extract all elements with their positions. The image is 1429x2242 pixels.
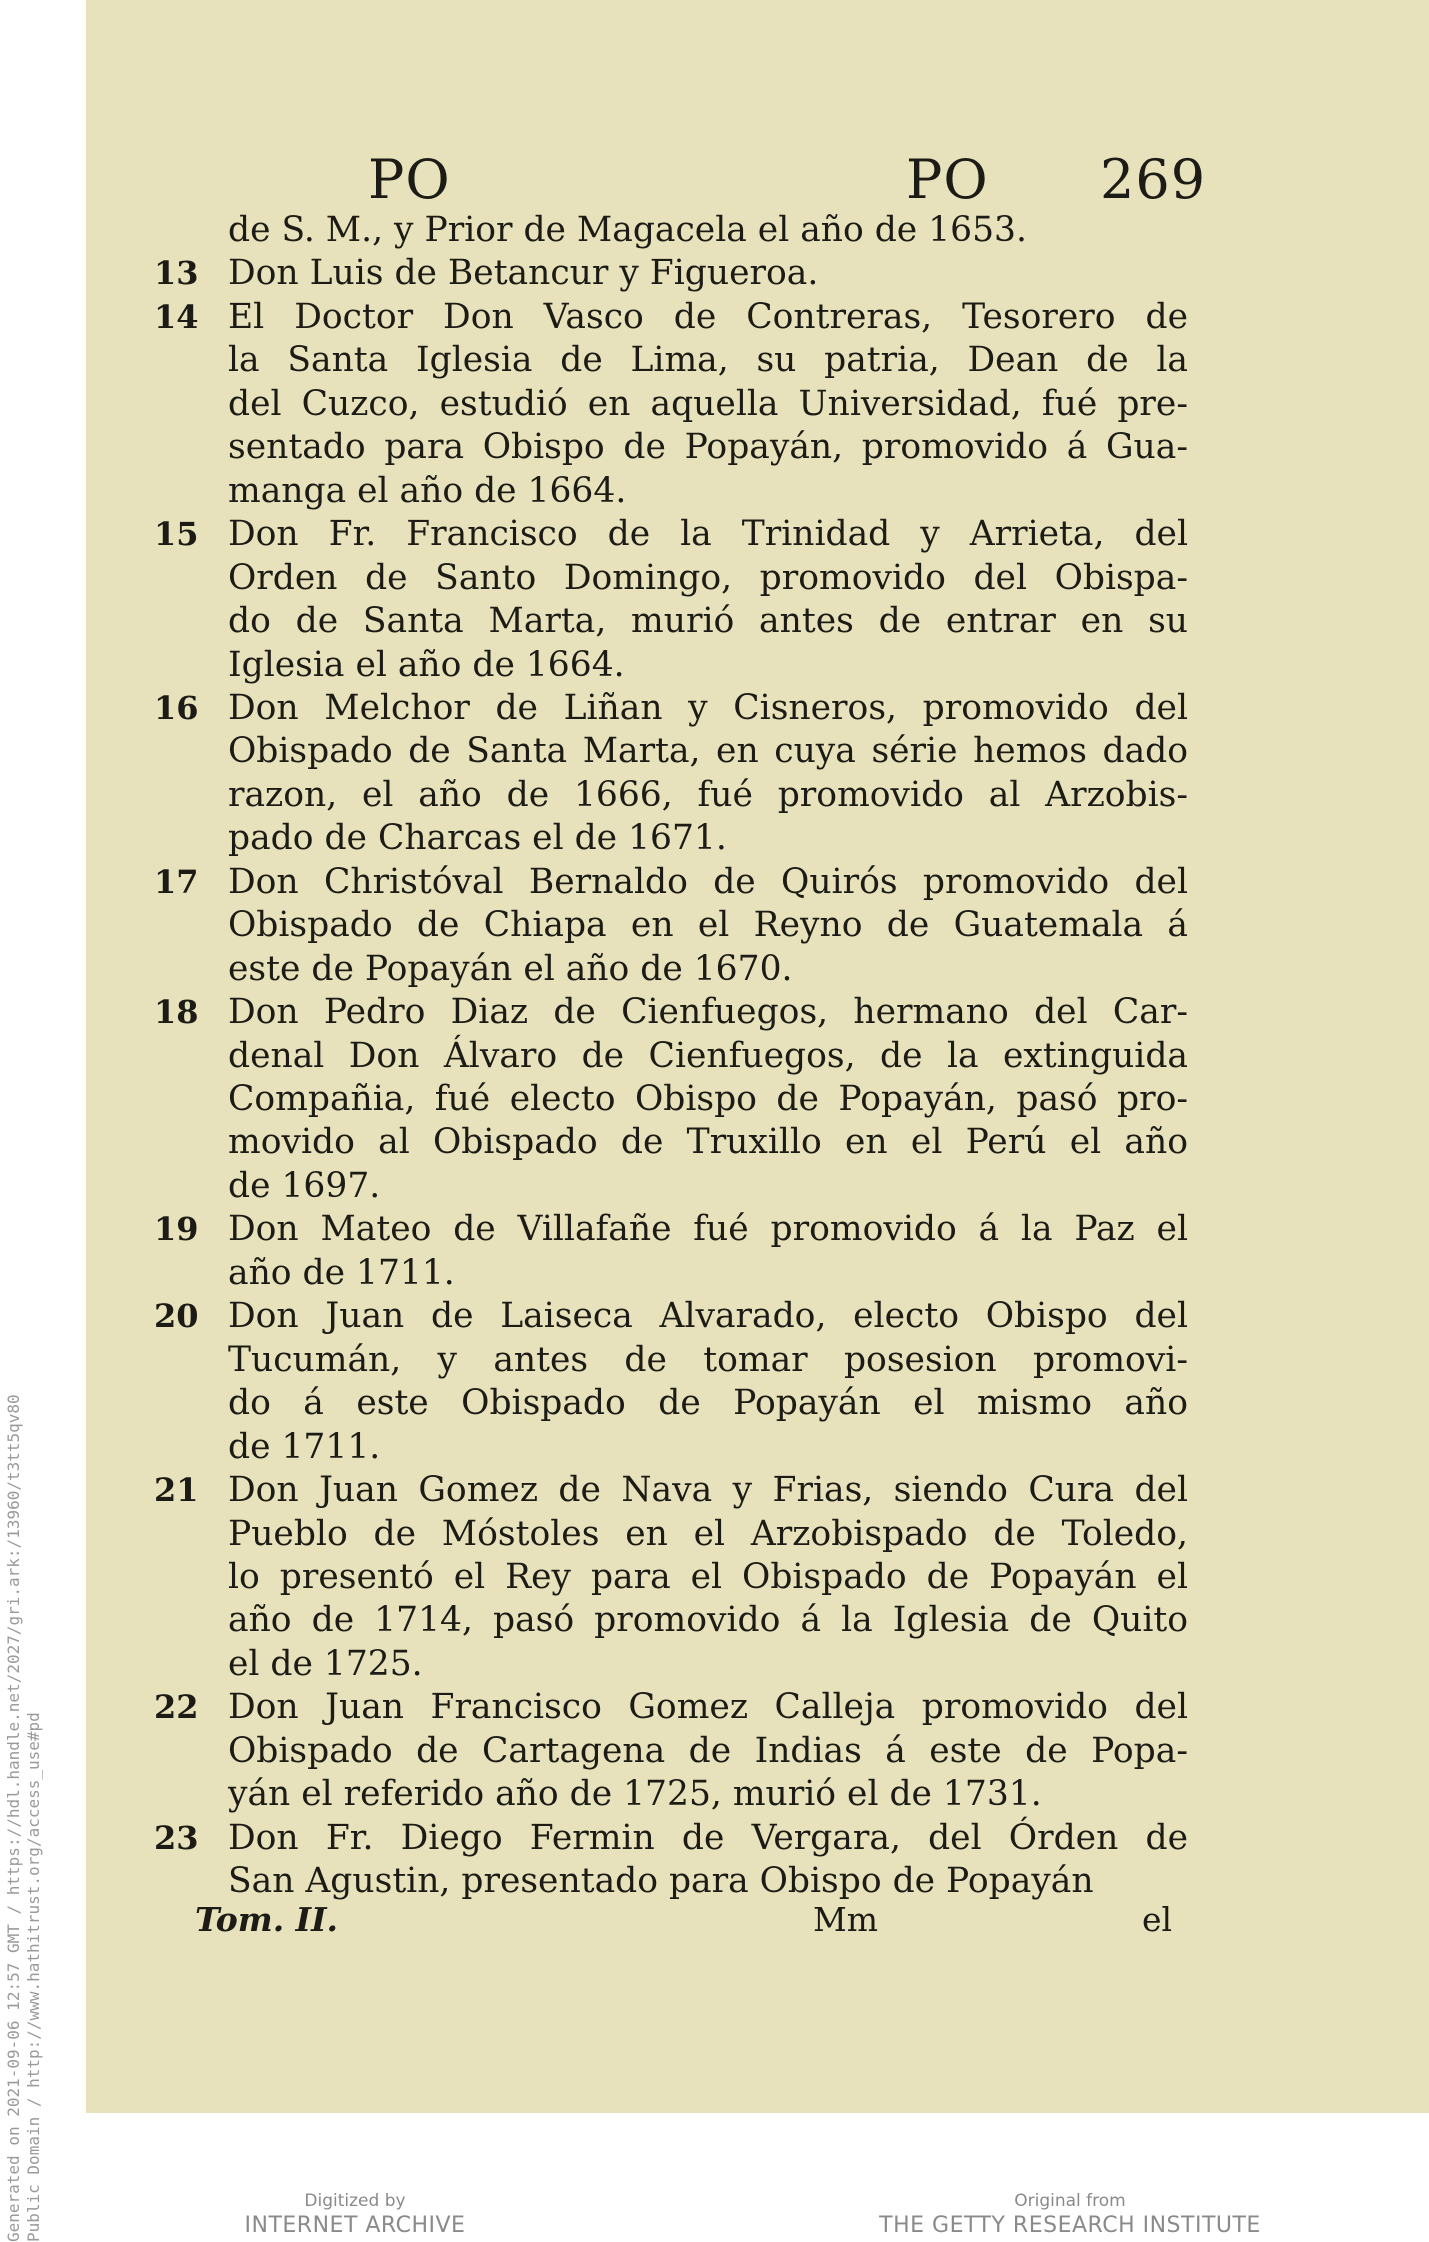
entry-number: 19	[154, 1210, 199, 1249]
entry-text-line: Don Juan Francisco Gomez Calleja promovido del	[228, 1687, 1188, 1728]
entry-text-line: año de 1714, pasó promovido á la Iglesia de Quito	[228, 1600, 1188, 1641]
entry-text-line: de 1711.	[228, 1426, 381, 1467]
entry-text-line: Don Melchor de Liñan y Cisneros, promovido del	[228, 687, 1188, 728]
entry-text-line: Don Juan de Laiseca Alvarado, electo Obispo del	[228, 1296, 1188, 1337]
entry-number: 20	[154, 1297, 199, 1336]
original-from-label: Original from	[1014, 2191, 1126, 2211]
entry-text-line: do á este Obispado de Popayán el mismo año	[228, 1383, 1188, 1424]
entry-number: 17	[154, 862, 199, 901]
entry-number: 22	[154, 1688, 199, 1727]
digitized-by-label: Digitized by	[304, 2191, 406, 2211]
entry-text-line: Don Fr. Diego Fermin de Vergara, del Órden de	[228, 1817, 1188, 1858]
entry-text-line: de 1697.	[228, 1165, 381, 1206]
entry-text-line: el de 1725.	[228, 1643, 423, 1684]
entry-text-line: Obispado de Santa Marta, en cuya série hemos dado	[228, 731, 1188, 772]
entry-text-line: El Doctor Don Vasco de Contreras, Tesorero de	[228, 296, 1188, 337]
entry-text-line: Iglesia el año de 1664.	[228, 644, 625, 685]
entry-text-line: Pueblo de Móstoles en el Arzobispado de Toledo,	[228, 1513, 1188, 1554]
entry-text-line: del Cuzco, estudió en aquella Universidad, fué pre-	[228, 383, 1188, 424]
entry-number: 16	[154, 688, 199, 727]
entry-text-line: Don Juan Gomez de Nava y Frias, siendo Cura del	[228, 1470, 1188, 1511]
entry-text-line: sentado para Obispo de Popayán, promovido á Gua-	[228, 427, 1188, 468]
entry-number: 21	[154, 1471, 199, 1510]
entry-text-line: San Agustin, presentado para Obispo de Popayán	[228, 1861, 1094, 1902]
entry-text-line: Orden de Santo Domingo, promovido del Obispa-	[228, 557, 1188, 598]
entry-number: 18	[154, 993, 199, 1032]
hathitrust-generated-note: Generated on 2021-09-06 12:57 GMT / https://hdl.handle.net/2027/gri.ark:/13960/t3tt5qv80	[4, 1394, 23, 2242]
entry-text-line: la Santa Iglesia de Lima, su patria, Dean de la	[228, 340, 1188, 381]
entry-text-line: pado de Charcas el de 1671.	[228, 818, 727, 859]
entry-text-line: denal Don Álvaro de Cienfuegos, de la extinguida	[228, 1035, 1188, 1076]
entry-number: 14	[154, 297, 199, 336]
entry-text-line: lo presentó el Rey para el Obispado de Popayán el	[228, 1556, 1188, 1597]
entry-number: 23	[154, 1818, 199, 1857]
entry-text-line: Obispado de Cartagena de Indias á este de Popa-	[228, 1730, 1188, 1771]
entry-text-line: de S. M., y Prior de Magacela el año de 1653.	[228, 210, 1027, 250]
footer-volume: Tom. II.	[195, 1900, 339, 1939]
original-from-credit	[860, 2190, 1280, 2240]
entry-text-line: manga el año de 1664.	[228, 470, 627, 511]
entry-text-line: do de Santa Marta, murió antes de entrar en su	[228, 601, 1188, 642]
running-head-right: PO	[906, 148, 989, 211]
entry-text-line: Don Christóval Bernaldo de Quirós promovido del	[228, 861, 1188, 902]
entry-text-line: año de 1711.	[228, 1252, 455, 1293]
entry-text-line: Don Fr. Francisco de la Trinidad y Arrieta, del	[228, 514, 1188, 555]
digitized-by-credit	[205, 2190, 505, 2240]
entry-text-line: Don Luis de Betancur y Figueroa.	[228, 253, 819, 294]
entry-text-line: Don Mateo de Villafañe fué promovido á la Paz el	[228, 1209, 1188, 1250]
entry-text-line: este de Popayán el año de 1670.	[228, 948, 793, 989]
entry-text-line: Tucumán, y antes de tomar posesion promovi-	[228, 1339, 1188, 1380]
entry-text-line: Obispado de Chiapa en el Reyno de Guatemala á	[228, 905, 1188, 946]
entry-number: 15	[154, 515, 199, 554]
hathitrust-license-note: Public Domain / http://www.hathitrust.org/access_use#pd	[24, 1712, 43, 2242]
footer-signature: Mm	[813, 1900, 879, 1939]
getty-label: THE GETTY RESEARCH INSTITUTE	[879, 2213, 1261, 2238]
entry-text-line: yán el referido año de 1725, murió el de 1731.	[228, 1774, 1042, 1815]
entry-text-line: movido al Obispado de Truxillo en el Perú el año	[228, 1122, 1188, 1163]
entry-text-line: Don Pedro Diaz de Cienfuegos, hermano del Car-	[228, 992, 1188, 1033]
entry-text-line: Compañia, fué electo Obispo de Popayán, pasó pro-	[228, 1079, 1188, 1119]
internet-archive-label: INTERNET ARCHIVE	[244, 2213, 466, 2238]
entry-text-line: razon, el año de 1666, fué promovido al Arzobis-	[228, 774, 1188, 815]
entry-number: 13	[154, 254, 199, 293]
page-number: 269	[1100, 148, 1207, 211]
footer-catchword: el	[1142, 1900, 1173, 1939]
running-head-left: PO	[368, 148, 451, 211]
